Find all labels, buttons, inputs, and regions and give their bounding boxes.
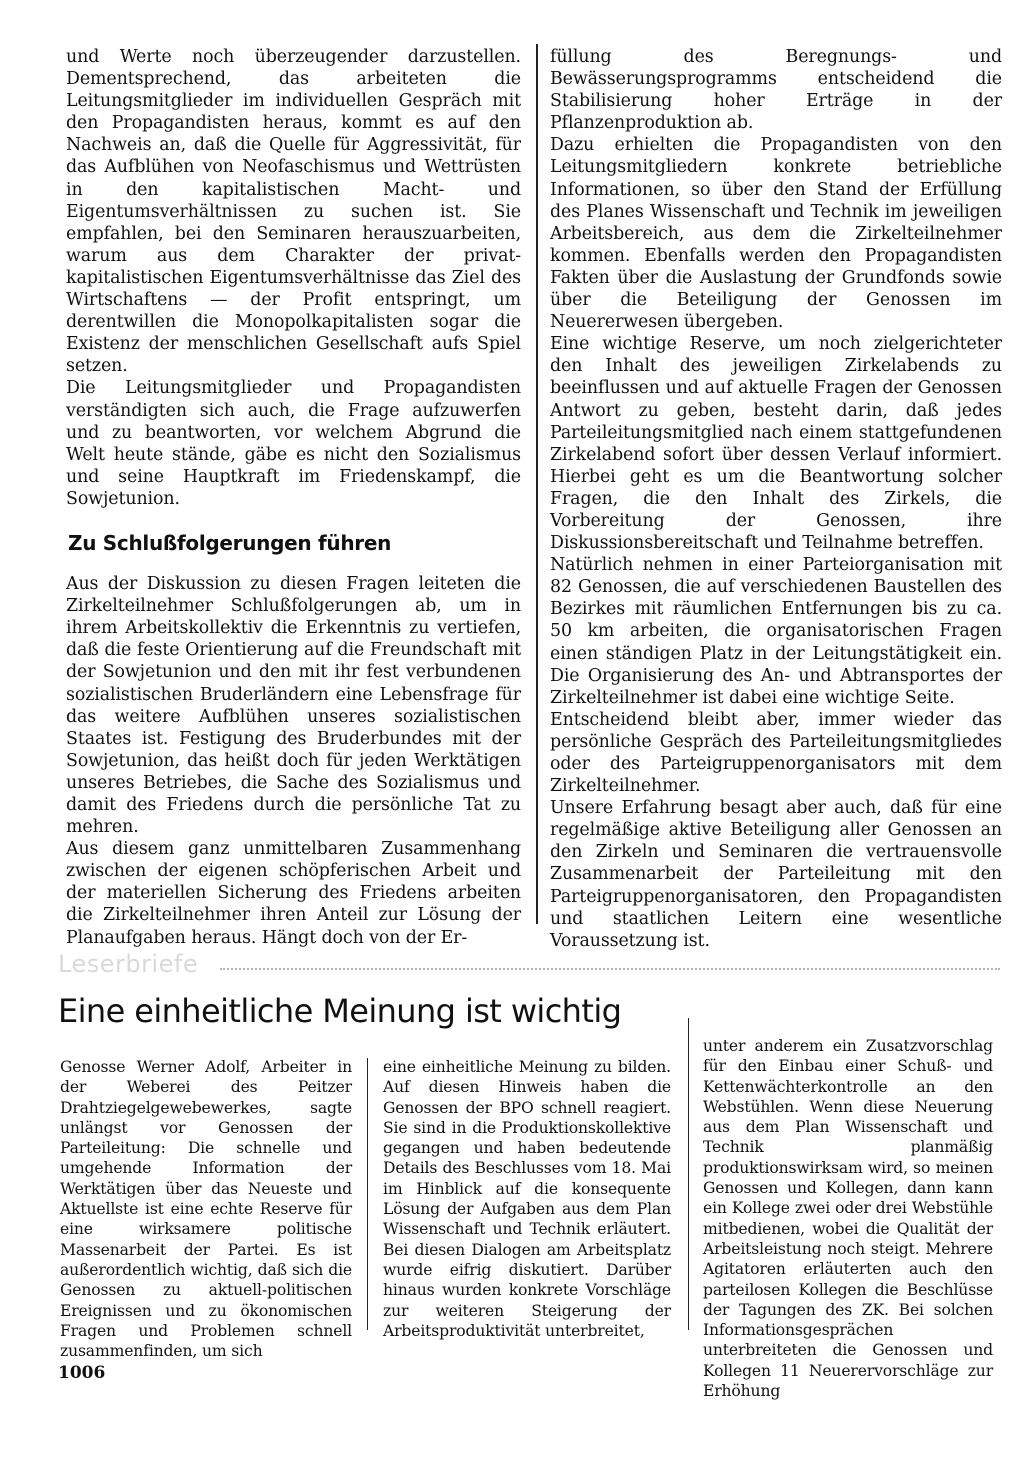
page-number: 1006 (58, 1363, 106, 1383)
paragraph: Eine wichtige Reserve, um noch zielgerichteter den Inhalt des jeweiligen Zirkelabends zu beeinflussen und auf aktuelle Fragen der Genossen Antwort zu geben, besteht darin, daß jedes Parteileitungsmitglied nach einem stattgefundenen Zirkelabend sofort über dessen Verlauf informiert. Hierbei geht es um die Beantwortung solcher Fragen, die den Inhalt des Zirkels, die Vorbereitung der Genossen, ihre Diskussionsbereitschaft und Teilnahme betreffen. (550, 334, 1002, 554)
column-divider (536, 44, 538, 924)
column-divider (367, 1058, 368, 1330)
paragraph: Genosse Werner Adolf, Arbeiter in der Weberei des Peitzer Drahtziegelgewebewerkes, sagte unlängst vor Genossen der Parteileitung: Die schnelle und umgehende Information der Werktätigen über das Neueste und Aktuellste ist eine echte Reserve für eine wirksamere politische Massenarbeit der Partei. Es ist außerordentlich wichtig, daß sich die Genossen zu aktuell-politischen Ereignissen und zu ökonomischen Fragen und Problemen schnell zusammenfinden, um sich (60, 1058, 352, 1361)
section-heading: Zu Schlußfolgerungen führen (68, 530, 392, 555)
letter-column-2 (383, 1057, 671, 1341)
article-headline: Eine einheitliche Meinung ist wichtig (58, 992, 622, 1030)
paragraph: Dazu erhielten die Propagandisten von den Leitungsmitgliedern konkrete betriebliche Informationen, so über den Stand der Erfüllung des Planes Wissenschaft und Technik im jeweiligen Arbeitsbereich, aus dem die Zirkelteilnehmer kommen. Ebenfalls werden den Propagandisten Fakten über die Auslastung der Grundfonds sowie über die Beteiligung der Genossen im Neuererwesen übergeben. (550, 135, 1002, 333)
paragraph: Unsere Erfahrung besagt aber auch, daß für eine regelmäßige aktive Beteiligung aller Genossen an den Zirkeln und Seminaren die vertrauensvolle Zusammenarbeit der Parteileitung mit den Parteigruppenorganisatoren, den Propagandisten und staatlichen Leitern eine wesentliche Voraussetzung ist. (550, 798, 1002, 951)
section-label: Leserbriefe (58, 950, 199, 978)
paragraph: unter anderem ein Zusatzvorschlag für den Einbau einer Schuß- und Kettenwächterkontrolle an den Webstühlen. Wenn diese Neuerung aus dem Plan Wissenschaft und Technik planmäßig produktionswirksam wird, so meinen Genossen und Kollegen, dann kann ein Kollege zwei oder drei Webstühle mitbedienen, wobei die Qualität der Arbeitsleistung noch steigt. Mehrere Agitatoren erläuterten auch den parteilosen Kollegen die Beschlüsse der Tagungen des ZK. Bei solchen Informationsgesprächen unterbreiteten die Genossen und Kollegen 11 Neuerervorschläge zur Erhöhung (703, 1037, 993, 1401)
paragraph: und Werte noch überzeugender darzustellen. Dementsprechend, das arbeiteten die Leitungsmitglieder im individuellen Gespräch mit den Propagandisten heraus, kommt es auf den Nachweis an, daß die Quelle für Aggressivität, für das Aufblühen von Neofaschismus und Wettrüsten in den kapitalistischen Macht- und Eigentumsverhältnissen zu suchen ist. Sie empfahlen, bei den Seminaren herauszuarbeiten, warum aus dem Charakter der privat-kapitalistischen Eigentumsverhältnisse das Ziel des Wirtschaftens — der Profit entspringt, um derentwillen die Monopolkapitalisten sogar die Existenz der menschlichen Gesellschaft aufs Spiel setzen. (66, 47, 521, 377)
paragraph: Natürlich nehmen in einer Parteiorganisation mit 82 Genossen, die auf verschiedenen Baustellen des Bezirkes mit räumlichen Entfernungen bis zu ca. 50 km arbeiten, die organisatorischen Fragen einen ständigen Platz in der Leitungstätigkeit ein. Die Organisierung des An- und Abtransportes der Zirkelteilnehmer ist dabei eine wichtige Seite. (550, 555, 1002, 708)
section-rule (220, 968, 1000, 970)
letter-column-3 (703, 1036, 993, 1401)
upper-left-column (66, 46, 521, 949)
paragraph: Entscheidend bleibt aber, immer wieder das persönliche Gespräch des Parteileitungsmitgliedes oder des Parteigruppenorganisators mit dem Zirkelteilnehmer. (550, 709, 1002, 797)
paragraph: Aus diesem ganz unmittelbaren Zusammenhang zwischen der eigenen schöpferischen Arbeit und der materiellen Sicherung des Friedens arbeiten die Zirkelteilnehmer ihren Anteil zur Lösung der Planaufgaben heraus. Hängt doch von der Er- (66, 839, 521, 948)
letter-column-1 (60, 1057, 352, 1361)
upper-right-column (550, 46, 1002, 952)
paragraph: füllung des Beregnungs- und Bewässerungsprogramms entscheidend die Stabilisierung hoher Erträge in der Pflanzenproduktion ab. (550, 47, 1002, 134)
column-divider (688, 1018, 689, 1330)
paragraph: Aus der Diskussion zu diesen Fragen leiteten die Zirkelteilnehmer Schlußfolgerungen ab, um in ihrem Arbeitskollektiv die Erkenntnis zu vertiefen, daß die feste Orientierung auf die Freundschaft mit der Sowjetunion und den mit ihr fest verbundenen sozialistischen Bruderländern eine Lebensfrage für das weitere Aufblühen unseres sozialistischen Staates ist. Festigung des Bruderbundes mit der Sowjetunion, das heißt doch für jeden Werktätigen unseres Betriebes, die Sache des Sozialismus und damit des Friedens durch die persönliche Tat zu mehren. (66, 574, 521, 838)
paragraph: Die Leitungsmitglieder und Propagandisten verständigten sich auch, die Frage aufzuwerfen und zu beantworten, vor welchem Abgrund die Welt heute stände, gäbe es nicht den Sozialismus und seine Hauptkraft im Friedenskampf, die Sowjetunion. (66, 378, 521, 509)
paragraph: eine einheitliche Meinung zu bilden. Auf diesen Hinweis haben die Genossen der BPO schnell reagiert. Sie sind in die Produktionskollektive gegangen und haben bedeutende Details des Beschlusses vom 18. Mai im Hinblick auf die konsequente Lösung der Aufgaben aus dem Plan Wissenschaft und Technik erläutert. Bei diesen Dialogen am Arbeitsplatz wurde eifrig diskutiert. Darüber hinaus wurden konkrete Vorschläge zur weiteren Steigerung der Arbeitsproduktivität unterbreitet, (383, 1058, 671, 1340)
